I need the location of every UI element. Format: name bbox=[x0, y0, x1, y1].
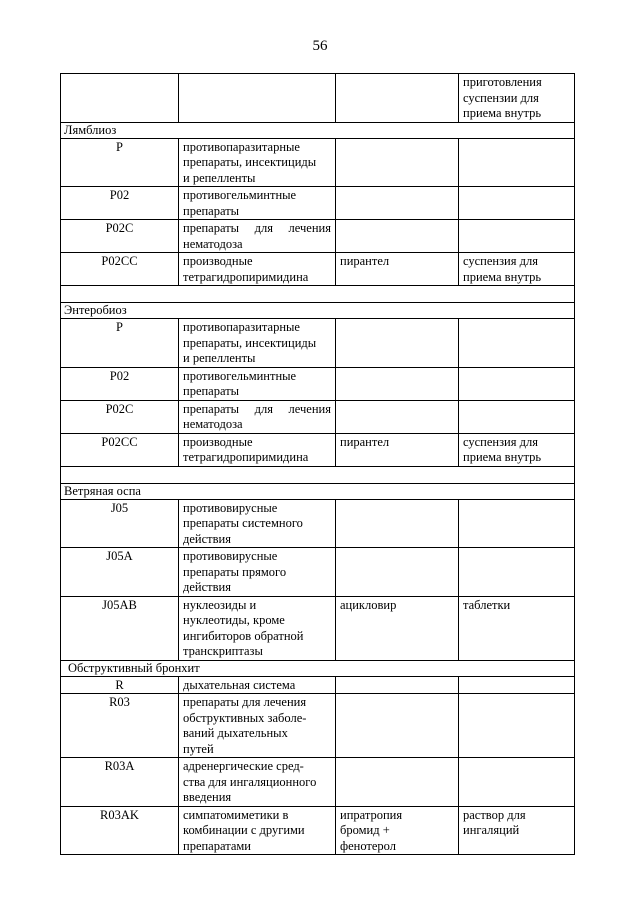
spacer-row bbox=[61, 286, 575, 303]
atc-code-cell: J05AB bbox=[61, 596, 179, 660]
atc-code-cell: J05 bbox=[61, 499, 179, 548]
group-cell: препараты для лечения нематодоза bbox=[179, 220, 336, 253]
spacer-cell bbox=[61, 286, 575, 303]
table-row bbox=[61, 220, 575, 253]
table-row bbox=[61, 499, 575, 548]
table-row bbox=[61, 694, 575, 758]
drug-cell: ипратропия бромид + фенотерол bbox=[336, 806, 459, 855]
table-row bbox=[61, 400, 575, 433]
table-row bbox=[61, 433, 575, 466]
form-cell: приготовления суспензии для приема внутрь bbox=[459, 74, 575, 123]
drug-cell bbox=[336, 319, 459, 368]
drug-cell bbox=[336, 499, 459, 548]
drug-cell: пирантел bbox=[336, 253, 459, 286]
table-row bbox=[61, 74, 575, 123]
form-cell: таблетки bbox=[459, 596, 575, 660]
atc-code-cell: R03 bbox=[61, 694, 179, 758]
section-title: Энтеробиоз bbox=[61, 303, 575, 319]
form-cell bbox=[459, 187, 575, 220]
table-row bbox=[61, 253, 575, 286]
drug-cell bbox=[336, 367, 459, 400]
group-cell: противогельминтные препараты bbox=[179, 367, 336, 400]
form-cell bbox=[459, 220, 575, 253]
atc-code-cell: P02C bbox=[61, 220, 179, 253]
atc-code-cell bbox=[61, 74, 179, 123]
atc-code-cell: P02CC bbox=[61, 253, 179, 286]
form-cell: раствор для ингаляций bbox=[459, 806, 575, 855]
form-cell bbox=[459, 676, 575, 694]
atc-code-cell: R03AK bbox=[61, 806, 179, 855]
spacer-cell bbox=[61, 466, 575, 483]
atc-code-cell: P02CC bbox=[61, 433, 179, 466]
section-row bbox=[61, 660, 575, 676]
drug-cell bbox=[336, 548, 459, 597]
atc-code-cell: P02C bbox=[61, 400, 179, 433]
group-cell: производные тетрагидропиримидина bbox=[179, 253, 336, 286]
table-row bbox=[61, 596, 575, 660]
section-title: Ветряная оспа bbox=[61, 483, 575, 499]
atc-code-cell: R03A bbox=[61, 758, 179, 807]
drug-cell bbox=[336, 220, 459, 253]
section-title: Лямблиоз bbox=[61, 122, 575, 138]
atc-code-cell: P bbox=[61, 319, 179, 368]
atc-code-cell: P bbox=[61, 138, 179, 187]
drug-cell bbox=[336, 74, 459, 123]
form-cell: суспензия для приема внутрь bbox=[459, 433, 575, 466]
table-row bbox=[61, 367, 575, 400]
form-cell bbox=[459, 499, 575, 548]
form-cell bbox=[459, 319, 575, 368]
drug-cell bbox=[336, 758, 459, 807]
group-cell: противовирусные препараты системного действия bbox=[179, 499, 336, 548]
drug-cell bbox=[336, 138, 459, 187]
page-number: 56 bbox=[312, 38, 328, 54]
section-title: Обструктивный бронхит bbox=[61, 660, 575, 676]
drug-cell bbox=[336, 694, 459, 758]
form-cell bbox=[459, 758, 575, 807]
group-cell: дыхательная система bbox=[179, 676, 336, 694]
drug-classification-table bbox=[60, 73, 575, 855]
group-cell: препараты для лечения нематодоза bbox=[179, 400, 336, 433]
drug-cell: пирантел bbox=[336, 433, 459, 466]
section-row bbox=[61, 303, 575, 319]
group-cell: производные тетрагидропиримидина bbox=[179, 433, 336, 466]
form-cell bbox=[459, 400, 575, 433]
table-row bbox=[61, 319, 575, 368]
group-cell: адренергические сред- ства для ингаляционного введения bbox=[179, 758, 336, 807]
drug-cell bbox=[336, 400, 459, 433]
group-cell bbox=[179, 74, 336, 123]
table-row bbox=[61, 806, 575, 855]
group-cell: противовирусные препараты прямого действия bbox=[179, 548, 336, 597]
form-cell bbox=[459, 138, 575, 187]
table-row bbox=[61, 676, 575, 694]
form-cell bbox=[459, 548, 575, 597]
form-cell: суспензия для приема внутрь bbox=[459, 253, 575, 286]
drug-cell bbox=[336, 187, 459, 220]
section-row bbox=[61, 483, 575, 499]
group-cell: симпатомиметики в комбинации с другими препаратами bbox=[179, 806, 336, 855]
group-cell: противопаразитарные препараты, инсектициды и репелленты bbox=[179, 138, 336, 187]
spacer-row bbox=[61, 466, 575, 483]
atc-code-cell: R bbox=[61, 676, 179, 694]
table-row bbox=[61, 758, 575, 807]
table-row bbox=[61, 187, 575, 220]
table-row bbox=[61, 548, 575, 597]
section-row bbox=[61, 122, 575, 138]
table-row bbox=[61, 138, 575, 187]
drug-cell bbox=[336, 676, 459, 694]
atc-code-cell: P02 bbox=[61, 187, 179, 220]
atc-code-cell: J05A bbox=[61, 548, 179, 597]
form-cell bbox=[459, 367, 575, 400]
drug-cell: ацикловир bbox=[336, 596, 459, 660]
form-cell bbox=[459, 694, 575, 758]
group-cell: нуклеозиды и нуклеотиды, кроме ингибиторов обратной транскриптазы bbox=[179, 596, 336, 660]
group-cell: препараты для лечения обструктивных заболе- ваний дыхательных путей bbox=[179, 694, 336, 758]
atc-code-cell: P02 bbox=[61, 367, 179, 400]
group-cell: противогельминтные препараты bbox=[179, 187, 336, 220]
group-cell: противопаразитарные препараты, инсектициды и репелленты bbox=[179, 319, 336, 368]
